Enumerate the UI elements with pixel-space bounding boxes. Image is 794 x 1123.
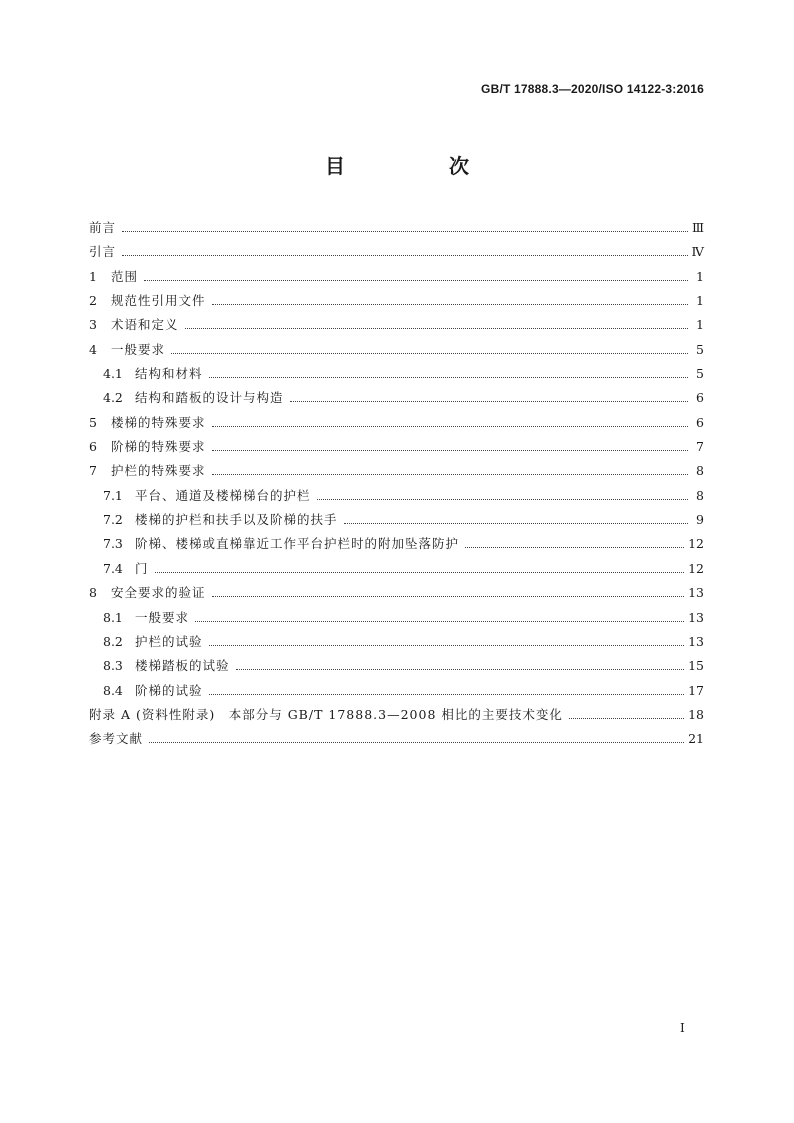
toc-entry[interactable] xyxy=(89,218,704,242)
toc-entry-page: 18 xyxy=(688,706,704,722)
toc-dot-leader xyxy=(209,645,685,646)
toc-entry-label: 一般要求 xyxy=(111,341,166,357)
toc-dot-leader xyxy=(155,572,685,573)
toc-entry-page: 12 xyxy=(688,560,704,576)
toc-entry-label: 平台、通道及楼梯梯台的护栏 xyxy=(135,487,311,503)
toc-dot-leader xyxy=(236,669,685,670)
toc-dot-leader xyxy=(144,280,688,281)
toc-dot-leader xyxy=(171,353,688,354)
toc-entry-page: 6 xyxy=(696,390,704,406)
toc-entry-number: 8.3 xyxy=(103,658,123,674)
toc-entry-label: 楼梯踏板的试验 xyxy=(135,658,230,674)
toc-dot-leader xyxy=(212,474,688,475)
toc-entry-label: 护栏的试验 xyxy=(135,633,203,649)
toc-entry[interactable] xyxy=(89,437,704,461)
toc-entry-number: 5 xyxy=(89,414,97,430)
toc-entry[interactable] xyxy=(89,340,704,364)
toc-entry-page: 6 xyxy=(696,414,704,430)
toc-entry[interactable] xyxy=(89,705,704,729)
toc-entry-label: 附录 A (资料性附录) 本部分与 GB/T 17888.3—2008 相比的主要技术变化 xyxy=(89,706,563,722)
toc-dot-leader xyxy=(212,596,685,597)
toc-entry-page: 1 xyxy=(696,317,704,333)
toc-entry-label: 参考文献 xyxy=(89,731,144,747)
toc-entry[interactable] xyxy=(89,413,704,437)
toc-entry-label: 术语和定义 xyxy=(111,317,179,333)
toc-entry-label: 规范性引用文件 xyxy=(111,293,206,309)
toc-entry-page: 13 xyxy=(688,609,704,625)
toc-dot-leader xyxy=(465,547,684,548)
toc-entry-label: 阶梯的试验 xyxy=(135,682,203,698)
toc-entry[interactable] xyxy=(89,291,704,315)
toc-entry-label: 门 xyxy=(135,560,149,576)
toc-entry[interactable] xyxy=(89,388,704,412)
toc-entry[interactable] xyxy=(89,632,704,656)
toc-entry[interactable] xyxy=(89,534,704,558)
toc-entry-page: 17 xyxy=(688,682,704,698)
toc-entry[interactable] xyxy=(89,461,704,485)
toc-entry-page: 21 xyxy=(688,731,704,747)
toc-entry[interactable] xyxy=(89,364,704,388)
toc-entry-page: 8 xyxy=(696,463,704,479)
toc-entry-page: 15 xyxy=(688,658,704,674)
toc-entry[interactable] xyxy=(89,510,704,534)
toc-dot-leader xyxy=(122,231,688,232)
toc-entry-page: 1 xyxy=(696,293,704,309)
toc-dot-leader xyxy=(212,450,688,451)
toc-entry-label: 一般要求 xyxy=(135,609,190,625)
toc-entry-label: 楼梯的特殊要求 xyxy=(111,414,206,430)
toc-entry-number: 4.2 xyxy=(103,390,123,406)
toc-dot-leader xyxy=(344,523,688,524)
toc-entry-page: 13 xyxy=(688,585,704,601)
toc-entry-number: 7.1 xyxy=(103,487,123,503)
toc-dot-leader xyxy=(569,718,684,719)
toc-entry-number: 6 xyxy=(89,439,97,455)
toc-entry-number: 4.1 xyxy=(103,366,123,382)
toc-dot-leader xyxy=(149,742,684,743)
toc-entry-number: 8.4 xyxy=(103,682,123,698)
toc-entry-label: 安全要求的验证 xyxy=(111,585,206,601)
toc-dot-leader xyxy=(290,401,688,402)
toc-entry-number: 4 xyxy=(89,341,97,357)
toc-entry-number: 8.2 xyxy=(103,633,123,649)
toc-entry-label: 前言 xyxy=(89,220,117,235)
toc-entry[interactable] xyxy=(89,486,704,510)
toc-entry-number: 8 xyxy=(89,585,97,601)
toc-entry[interactable] xyxy=(89,242,704,266)
toc-entry-label: 结构和踏板的设计与构造 xyxy=(135,390,284,406)
toc-entry[interactable] xyxy=(89,583,704,607)
toc-dot-leader xyxy=(317,499,688,500)
toc-entry-number: 2 xyxy=(89,293,97,309)
toc-entry-page: 1 xyxy=(696,268,704,284)
toc-dot-leader xyxy=(185,328,688,329)
standard-code-header: GB/T 17888.3—2020/ISO 14122-3:2016 xyxy=(481,82,704,96)
toc-entry-label: 引言 xyxy=(89,244,117,260)
toc-entry-page: 12 xyxy=(688,536,704,552)
toc-entry-page: Ⅲ xyxy=(691,220,704,235)
toc-entry-label: 护栏的特殊要求 xyxy=(111,463,206,479)
toc-entry-page: 8 xyxy=(696,487,704,503)
page-title: 目 次 xyxy=(325,154,511,178)
toc-entry[interactable] xyxy=(89,656,704,680)
toc-entry[interactable] xyxy=(89,681,704,705)
toc-entry-page: 9 xyxy=(696,512,704,528)
toc-entry-number: 7.4 xyxy=(103,560,123,576)
table-of-contents xyxy=(89,218,704,754)
toc-entry-number: 3 xyxy=(89,317,97,333)
toc-entry[interactable] xyxy=(89,559,704,583)
toc-dot-leader xyxy=(122,255,687,256)
toc-entry-label: 阶梯、楼梯或直梯靠近工作平台护栏时的附加坠落防护 xyxy=(135,536,460,552)
toc-entry-label: 楼梯的护栏和扶手以及阶梯的扶手 xyxy=(135,512,338,528)
toc-entry-label: 阶梯的特殊要求 xyxy=(111,439,206,455)
toc-dot-leader xyxy=(209,377,688,378)
toc-entry-number: 8.1 xyxy=(103,609,123,625)
toc-entry-page: 5 xyxy=(696,366,704,382)
toc-dot-leader xyxy=(209,694,685,695)
toc-entry[interactable] xyxy=(89,315,704,339)
toc-entry-number: 7 xyxy=(89,463,97,479)
toc-entry-page: 5 xyxy=(696,341,704,357)
page-number: I xyxy=(680,1021,685,1035)
toc-dot-leader xyxy=(212,426,688,427)
toc-entry-page: 7 xyxy=(696,439,704,455)
toc-entry[interactable] xyxy=(89,267,704,291)
toc-dot-leader xyxy=(195,621,684,622)
toc-entry-page: Ⅳ xyxy=(691,244,704,260)
toc-entry-number: 7.2 xyxy=(103,512,123,528)
toc-entry-number: 7.3 xyxy=(103,536,123,552)
toc-entry[interactable] xyxy=(89,729,704,753)
toc-entry-number: 1 xyxy=(89,268,97,284)
toc-entry-label: 范围 xyxy=(111,268,139,284)
toc-entry[interactable] xyxy=(89,608,704,632)
toc-entry-label: 结构和材料 xyxy=(135,366,203,382)
toc-dot-leader xyxy=(212,304,688,305)
toc-entry-page: 13 xyxy=(688,633,704,649)
